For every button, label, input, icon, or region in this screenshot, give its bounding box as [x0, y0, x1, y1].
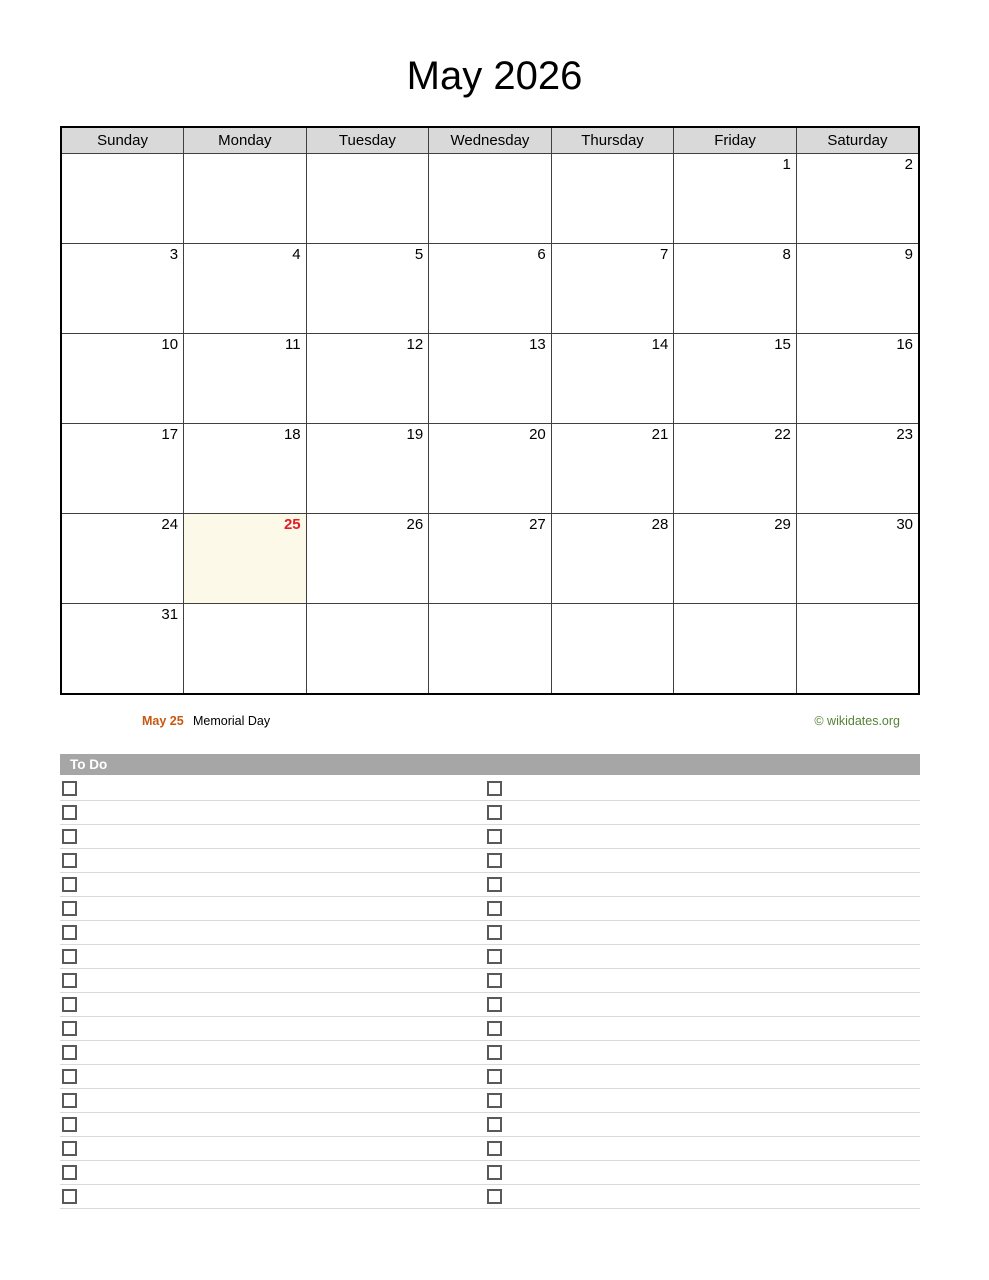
todo-item-slot [485, 1089, 920, 1112]
day-cell-17: 17 [61, 424, 184, 514]
day-cell-empty [306, 154, 429, 244]
weekday-header-sunday: Sunday [61, 127, 184, 154]
day-cell-23: 23 [796, 424, 919, 514]
day-cell-empty [306, 604, 429, 695]
day-cell-3: 3 [61, 244, 184, 334]
todo-checkbox[interactable] [487, 829, 502, 844]
todo-checkbox[interactable] [62, 1117, 77, 1132]
todo-checkbox[interactable] [62, 1141, 77, 1156]
todo-checkbox[interactable] [487, 853, 502, 868]
todo-checkbox[interactable] [487, 1093, 502, 1108]
todo-checkbox[interactable] [487, 1021, 502, 1036]
day-cell-empty [184, 154, 307, 244]
weekday-header-saturday: Saturday [796, 127, 919, 154]
todo-item-slot [60, 921, 485, 944]
todo-row [60, 1161, 920, 1185]
todo-row [60, 945, 920, 969]
todo-item-slot [485, 993, 920, 1016]
todo-item-slot [60, 1017, 485, 1040]
day-cell-10: 10 [61, 334, 184, 424]
weekday-header-friday: Friday [674, 127, 797, 154]
day-cell-2: 2 [796, 154, 919, 244]
day-cell-28: 28 [551, 514, 674, 604]
day-cell-empty [551, 604, 674, 695]
todo-item-slot [485, 1185, 920, 1208]
todo-checkbox[interactable] [487, 901, 502, 916]
day-cell-24: 24 [61, 514, 184, 604]
calendar-week-row [61, 424, 919, 514]
todo-item-slot [485, 849, 920, 872]
todo-row [60, 1185, 920, 1209]
todo-checkbox[interactable] [487, 781, 502, 796]
todo-row [60, 777, 920, 801]
day-cell-21: 21 [551, 424, 674, 514]
todo-row [60, 897, 920, 921]
calendar-week-row [61, 154, 919, 244]
todo-item-slot [60, 1041, 485, 1064]
day-cell-empty [184, 604, 307, 695]
day-cell-16: 16 [796, 334, 919, 424]
todo-item-slot [485, 1161, 920, 1184]
weekday-header-wednesday: Wednesday [429, 127, 552, 154]
todo-checkbox[interactable] [487, 925, 502, 940]
todo-checkbox[interactable] [62, 973, 77, 988]
todo-checkbox[interactable] [62, 1069, 77, 1084]
todo-item-slot [60, 1161, 485, 1184]
todo-row [60, 801, 920, 825]
calendar-table [60, 126, 920, 695]
todo-row [60, 1137, 920, 1161]
day-cell-9: 9 [796, 244, 919, 334]
day-cell-25: 25 [184, 514, 307, 604]
day-cell-12: 12 [306, 334, 429, 424]
todo-checkbox[interactable] [62, 853, 77, 868]
todo-row [60, 849, 920, 873]
todo-row [60, 1041, 920, 1065]
todo-row [60, 1017, 920, 1041]
day-cell-18: 18 [184, 424, 307, 514]
day-cell-empty [796, 604, 919, 695]
todo-checkbox[interactable] [62, 877, 77, 892]
day-cell-8: 8 [674, 244, 797, 334]
todo-checkbox[interactable] [487, 997, 502, 1012]
day-cell-14: 14 [551, 334, 674, 424]
holiday-name-label: Memorial Day [193, 714, 271, 728]
todo-row [60, 969, 920, 993]
todo-row [60, 921, 920, 945]
todo-item-slot [60, 849, 485, 872]
todo-item-slot [60, 1089, 485, 1112]
todo-item-slot [60, 1113, 485, 1136]
todo-checkbox[interactable] [487, 973, 502, 988]
holiday-legend [60, 714, 920, 730]
todo-checkbox[interactable] [62, 781, 77, 796]
todo-checkbox[interactable] [487, 1069, 502, 1084]
weekday-header-thursday: Thursday [551, 127, 674, 154]
weekday-header-tuesday: Tuesday [306, 127, 429, 154]
todo-item-slot [60, 993, 485, 1016]
todo-checkbox[interactable] [62, 901, 77, 916]
todo-item-slot [485, 897, 920, 920]
day-cell-31: 31 [61, 604, 184, 695]
todo-row [60, 1113, 920, 1137]
day-cell-19: 19 [306, 424, 429, 514]
todo-item-slot [60, 945, 485, 968]
weekday-header-row [61, 127, 919, 154]
todo-item-slot [485, 873, 920, 896]
calendar-week-row [61, 334, 919, 424]
day-cell-4: 4 [184, 244, 307, 334]
todo-checkbox[interactable] [62, 925, 77, 940]
todo-item-slot [485, 1017, 920, 1040]
day-cell-15: 15 [674, 334, 797, 424]
calendar-week-row [61, 514, 919, 604]
todo-checkbox[interactable] [62, 1165, 77, 1180]
todo-row [60, 1065, 920, 1089]
day-cell-26: 26 [306, 514, 429, 604]
todo-checkbox[interactable] [487, 805, 502, 820]
todo-item-slot [60, 825, 485, 848]
todo-checkbox[interactable] [62, 997, 77, 1012]
day-cell-27: 27 [429, 514, 552, 604]
todo-item-slot [485, 825, 920, 848]
todo-checkbox[interactable] [487, 1117, 502, 1132]
day-cell-29: 29 [674, 514, 797, 604]
day-cell-30: 30 [796, 514, 919, 604]
day-cell-empty [674, 604, 797, 695]
day-cell-7: 7 [551, 244, 674, 334]
todo-checkbox[interactable] [487, 1165, 502, 1180]
todo-item-slot [485, 1065, 920, 1088]
todo-item-slot [485, 801, 920, 824]
todo-item-slot [485, 1137, 920, 1160]
day-cell-22: 22 [674, 424, 797, 514]
todo-item-slot [485, 969, 920, 992]
day-cell-6: 6 [429, 244, 552, 334]
todo-checkbox[interactable] [62, 1021, 77, 1036]
todo-checkbox[interactable] [62, 949, 77, 964]
holiday-date-label: May 25 [142, 714, 184, 728]
day-cell-5: 5 [306, 244, 429, 334]
todo-row [60, 1089, 920, 1113]
day-cell-empty [61, 154, 184, 244]
todo-checkbox[interactable] [487, 877, 502, 892]
day-cell-empty [429, 604, 552, 695]
todo-item-slot [60, 897, 485, 920]
todo-item-slot [485, 921, 920, 944]
todo-item-slot [60, 1065, 485, 1088]
todo-item-slot [485, 1041, 920, 1064]
todo-item-slot [60, 777, 485, 800]
page-title: May 2026 [406, 54, 583, 98]
todo-checkbox[interactable] [487, 1189, 502, 1204]
todo-list [60, 777, 920, 1209]
todo-checkbox[interactable] [62, 1045, 77, 1060]
todo-section-header: To Do [60, 754, 920, 775]
day-cell-20: 20 [429, 424, 552, 514]
todo-row [60, 993, 920, 1017]
todo-item-slot [485, 1113, 920, 1136]
todo-checkbox[interactable] [62, 805, 77, 820]
todo-checkbox[interactable] [487, 949, 502, 964]
todo-checkbox[interactable] [62, 829, 77, 844]
day-cell-11: 11 [184, 334, 307, 424]
calendar-week-row [61, 244, 919, 334]
todo-item-slot [60, 1137, 485, 1160]
day-cell-empty [551, 154, 674, 244]
calendar-body [61, 154, 919, 695]
todo-item-slot [485, 945, 920, 968]
weekday-header-monday: Monday [184, 127, 307, 154]
todo-item-slot [60, 969, 485, 992]
todo-item-slot [485, 777, 920, 800]
site-credit: © wikidates.org [814, 714, 900, 728]
todo-item-slot [60, 873, 485, 896]
todo-checkbox[interactable] [62, 1189, 77, 1204]
todo-checkbox[interactable] [487, 1045, 502, 1060]
day-cell-1: 1 [674, 154, 797, 244]
day-cell-empty [429, 154, 552, 244]
calendar-week-row [61, 604, 919, 695]
todo-item-slot [60, 1185, 485, 1208]
todo-row [60, 825, 920, 849]
todo-checkbox[interactable] [487, 1141, 502, 1156]
todo-checkbox[interactable] [62, 1093, 77, 1108]
day-cell-13: 13 [429, 334, 552, 424]
todo-item-slot [60, 801, 485, 824]
todo-row [60, 873, 920, 897]
